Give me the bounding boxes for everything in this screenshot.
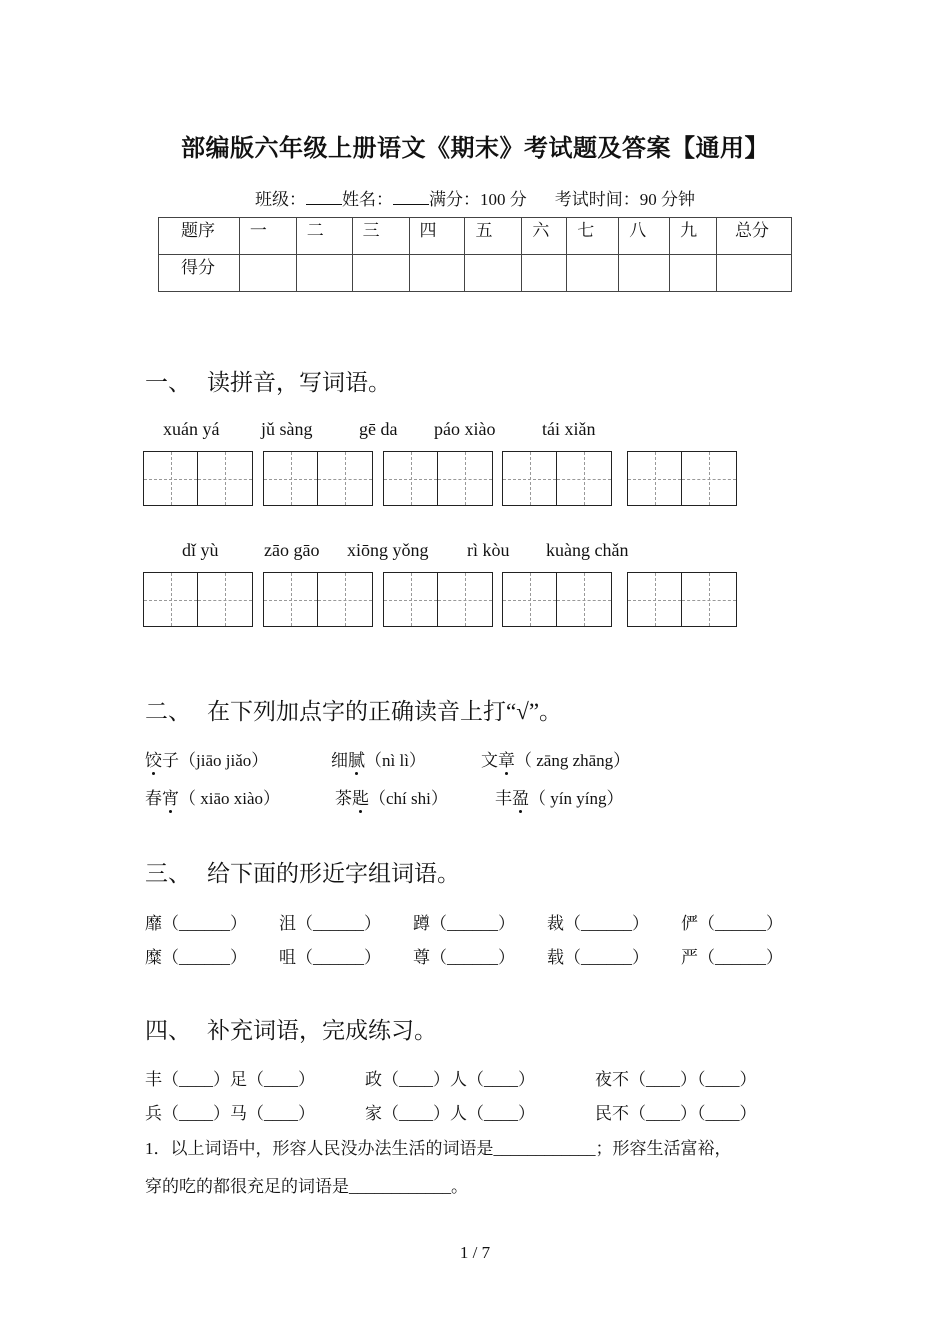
name-blank bbox=[393, 190, 429, 205]
score-header-cell: 七 bbox=[567, 218, 619, 255]
section-title: 读拼音，写词语。 bbox=[207, 370, 391, 395]
section-number: 二、 bbox=[145, 699, 191, 724]
writing-grid[interactable] bbox=[627, 572, 737, 627]
idiom-blank-item[interactable]: 兵（____）马（____） bbox=[145, 1104, 315, 1123]
word-blank-item[interactable]: 沮（______） bbox=[279, 914, 381, 933]
score-cell[interactable] bbox=[717, 255, 792, 292]
dotted-character: 盈 bbox=[512, 784, 529, 809]
score-cell[interactable] bbox=[522, 255, 567, 292]
pinyin-label: kuàng chǎn bbox=[546, 540, 629, 560]
writing-grid[interactable] bbox=[383, 451, 493, 506]
dotted-character: 章 bbox=[498, 746, 515, 771]
dotted-character: 匙 bbox=[352, 784, 369, 809]
class-label: 班级： bbox=[255, 190, 306, 209]
score-header-cell: 八 bbox=[619, 218, 670, 255]
section-number: 四、 bbox=[145, 1018, 191, 1043]
score-header-cell: 四 bbox=[409, 218, 465, 255]
word-blank-item[interactable]: 俨（______） bbox=[681, 914, 783, 933]
section-1-heading bbox=[145, 364, 391, 397]
section-4-heading bbox=[145, 1012, 437, 1045]
writing-grid[interactable] bbox=[502, 572, 612, 627]
score-cell[interactable] bbox=[619, 255, 670, 292]
score-cell[interactable] bbox=[409, 255, 465, 292]
page-title: 部编版六年级上册语文《期末》考试题及答案【通用】 bbox=[181, 136, 769, 162]
word-blank-item[interactable]: 载（______） bbox=[547, 948, 649, 967]
dotted-character: 腻 bbox=[348, 746, 365, 771]
score-row-label: 得分 bbox=[159, 255, 240, 292]
idiom-blank-item[interactable]: 政（____）人（____） bbox=[365, 1070, 535, 1089]
word-blank-item[interactable]: 严（______） bbox=[681, 948, 783, 967]
score-header-cell: 总分 bbox=[717, 218, 792, 255]
pinyin-label: xiōng yǒng bbox=[347, 540, 429, 560]
word-blank-item[interactable]: 尊（______） bbox=[413, 948, 515, 967]
name-label: 姓名： bbox=[342, 190, 393, 209]
section-number: 一、 bbox=[145, 370, 191, 395]
writing-grid[interactable] bbox=[502, 451, 612, 506]
section-number: 三、 bbox=[145, 861, 191, 886]
idiom-blank-item[interactable]: 夜不（____）（____） bbox=[595, 1070, 757, 1089]
writing-grid[interactable] bbox=[143, 451, 253, 506]
writing-grid[interactable] bbox=[263, 572, 373, 627]
score-header-cell: 题序 bbox=[159, 218, 240, 255]
score-value-row bbox=[159, 255, 792, 292]
pinyin-label: zāo gāo bbox=[264, 540, 320, 560]
writing-grid[interactable] bbox=[627, 451, 737, 506]
section-title: 在下列加点字的正确读音上打“√”。 bbox=[207, 699, 563, 724]
pinyin-label: rì kòu bbox=[467, 540, 510, 560]
full-score: 满分：100 分 bbox=[429, 190, 527, 209]
pinyin-label: jǔ sàng bbox=[261, 419, 313, 439]
pinyin-label: tái xiǎn bbox=[542, 419, 596, 439]
score-header-cell: 九 bbox=[670, 218, 717, 255]
class-blank bbox=[306, 190, 342, 205]
page-number: 1 / 7 bbox=[459, 1243, 491, 1262]
score-header-row bbox=[159, 218, 792, 255]
score-cell[interactable] bbox=[239, 255, 296, 292]
pinyin-label: dǐ yù bbox=[182, 540, 219, 560]
pinyin-label: páo xiào bbox=[434, 419, 496, 439]
exam-info bbox=[0, 185, 950, 210]
pinyin-label: xuán yá bbox=[163, 419, 220, 439]
idiom-blank-item[interactable]: 民不（____）（____） bbox=[595, 1104, 757, 1123]
section-title: 给下面的形近字组词语。 bbox=[207, 861, 460, 886]
score-header-cell: 六 bbox=[522, 218, 567, 255]
pronunciation-item[interactable]: 文章（ zāng zhāng） bbox=[481, 746, 630, 771]
pronunciation-item[interactable]: 饺子（jiāo jiǎo） bbox=[145, 746, 268, 771]
score-cell[interactable] bbox=[567, 255, 619, 292]
pronunciation-item[interactable]: 春宵（ xiāo xiào） bbox=[145, 784, 280, 809]
pinyin-label: gē da bbox=[359, 419, 398, 439]
word-blank-item[interactable]: 蹲（______） bbox=[413, 914, 515, 933]
word-blank-item[interactable]: 糜（______） bbox=[145, 948, 247, 967]
section-2-heading bbox=[145, 693, 562, 726]
question-text: 1．以上词语中，形容人民没办法生活的词语是____________；形容生活富裕， bbox=[145, 1139, 732, 1158]
writing-grid[interactable] bbox=[263, 451, 373, 506]
dotted-character: 饺 bbox=[145, 746, 162, 771]
score-cell[interactable] bbox=[296, 255, 352, 292]
score-header-cell: 五 bbox=[465, 218, 522, 255]
score-cell[interactable] bbox=[352, 255, 409, 292]
idiom-blank-item[interactable]: 丰（____）足（____） bbox=[145, 1070, 315, 1089]
pronunciation-item[interactable]: 茶匙（chí shi） bbox=[335, 784, 448, 809]
idiom-blank-item[interactable]: 家（____）人（____） bbox=[365, 1104, 535, 1123]
section-3-heading bbox=[145, 855, 460, 888]
question-text: 穿的吃的都很充足的词语是____________。 bbox=[145, 1177, 468, 1196]
dotted-character: 宵 bbox=[162, 784, 179, 809]
exam-time: 考试时间：90 分钟 bbox=[554, 190, 695, 209]
pronunciation-item[interactable]: 丰盈（ yín yíng） bbox=[495, 784, 623, 809]
score-cell[interactable] bbox=[670, 255, 717, 292]
writing-grid[interactable] bbox=[143, 572, 253, 627]
score-header-cell: 三 bbox=[352, 218, 409, 255]
word-blank-item[interactable]: 靡（______） bbox=[145, 914, 247, 933]
word-blank-item[interactable]: 裁（______） bbox=[547, 914, 649, 933]
writing-grid[interactable] bbox=[383, 572, 493, 627]
pronunciation-item[interactable]: 细腻（nì lì） bbox=[331, 746, 426, 771]
section-title: 补充词语，完成练习。 bbox=[207, 1018, 437, 1043]
score-cell[interactable] bbox=[465, 255, 522, 292]
score-header-cell: 二 bbox=[296, 218, 352, 255]
score-header-cell: 一 bbox=[239, 218, 296, 255]
word-blank-item[interactable]: 咀（______） bbox=[279, 948, 381, 967]
score-table bbox=[158, 217, 792, 292]
